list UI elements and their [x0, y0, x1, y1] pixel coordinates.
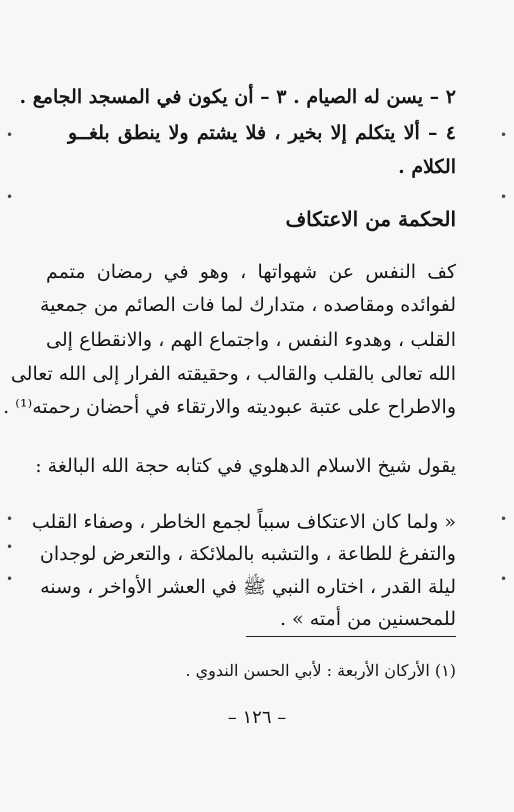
paragraph-line-2: لفوائده ومقاصده ، متدارك لما فات الصائم من جمعية	[39, 294, 456, 316]
footnote-divider	[246, 636, 456, 637]
footnote: (١) الأركان الأربعة : لأبي الحسن الندوي .	[185, 661, 456, 680]
paragraph-line-3: القلب ، وهدوء النفس ، واجتماع الهم ، والانقطاع إلى	[46, 329, 456, 351]
margin-mark: •	[6, 128, 14, 142]
margin-mark: •	[500, 128, 508, 142]
quote-line-1: « ولما كان الاعتكاف سبباً لجمع الخاطر ، وصفاء القلب	[31, 511, 456, 533]
margin-mark: •	[500, 572, 508, 586]
page-number: – ١٢٦ –	[227, 707, 287, 728]
margin-mark: •	[500, 190, 508, 204]
quote-line-3: ليلة القدر ، اختاره النبي ﷺ في العشر الأواخر ، وسنه	[40, 576, 456, 598]
margin-mark: •	[6, 190, 14, 204]
paragraph-line-5: والاطراح على عتبة عبوديته والارتقاء في أحضان رحمته⁽¹⁾ .	[3, 396, 456, 418]
margin-mark: •	[500, 512, 508, 526]
margin-mark: •	[6, 540, 14, 554]
paragraph-line-1: كف النفس عن شهواتها ، وهو في رمضان متمم	[46, 261, 456, 283]
text-line-2: ٤ – ألا يتكلم إلا بخير ، فلا يشتم ولا ينطق بلغــو	[68, 122, 456, 144]
quote-line-4: للمحسنين من أمته » .	[279, 608, 456, 630]
text-line-3: الكلام .	[398, 156, 456, 178]
quote-intro: يقول شيخ الاسلام الدهلوي في كتابه حجة الله البالغة :	[35, 455, 456, 477]
margin-mark: •	[6, 512, 14, 526]
paragraph-line-4: الله تعالى بالقلب والقالب ، وحقيقته الفرار إلى الله تعالى	[10, 363, 456, 385]
margin-mark: •	[6, 572, 14, 586]
section-heading: الحكمة من الاعتكاف	[285, 207, 456, 231]
text-line-1: ٢ – يسن له الصيام . ٣ – أن يكون في المسجد الجامع .	[19, 86, 456, 108]
quote-line-2: والتفرغ للطاعة ، والتشبه بالملائكة ، والتعرض لوجدان	[39, 543, 456, 565]
